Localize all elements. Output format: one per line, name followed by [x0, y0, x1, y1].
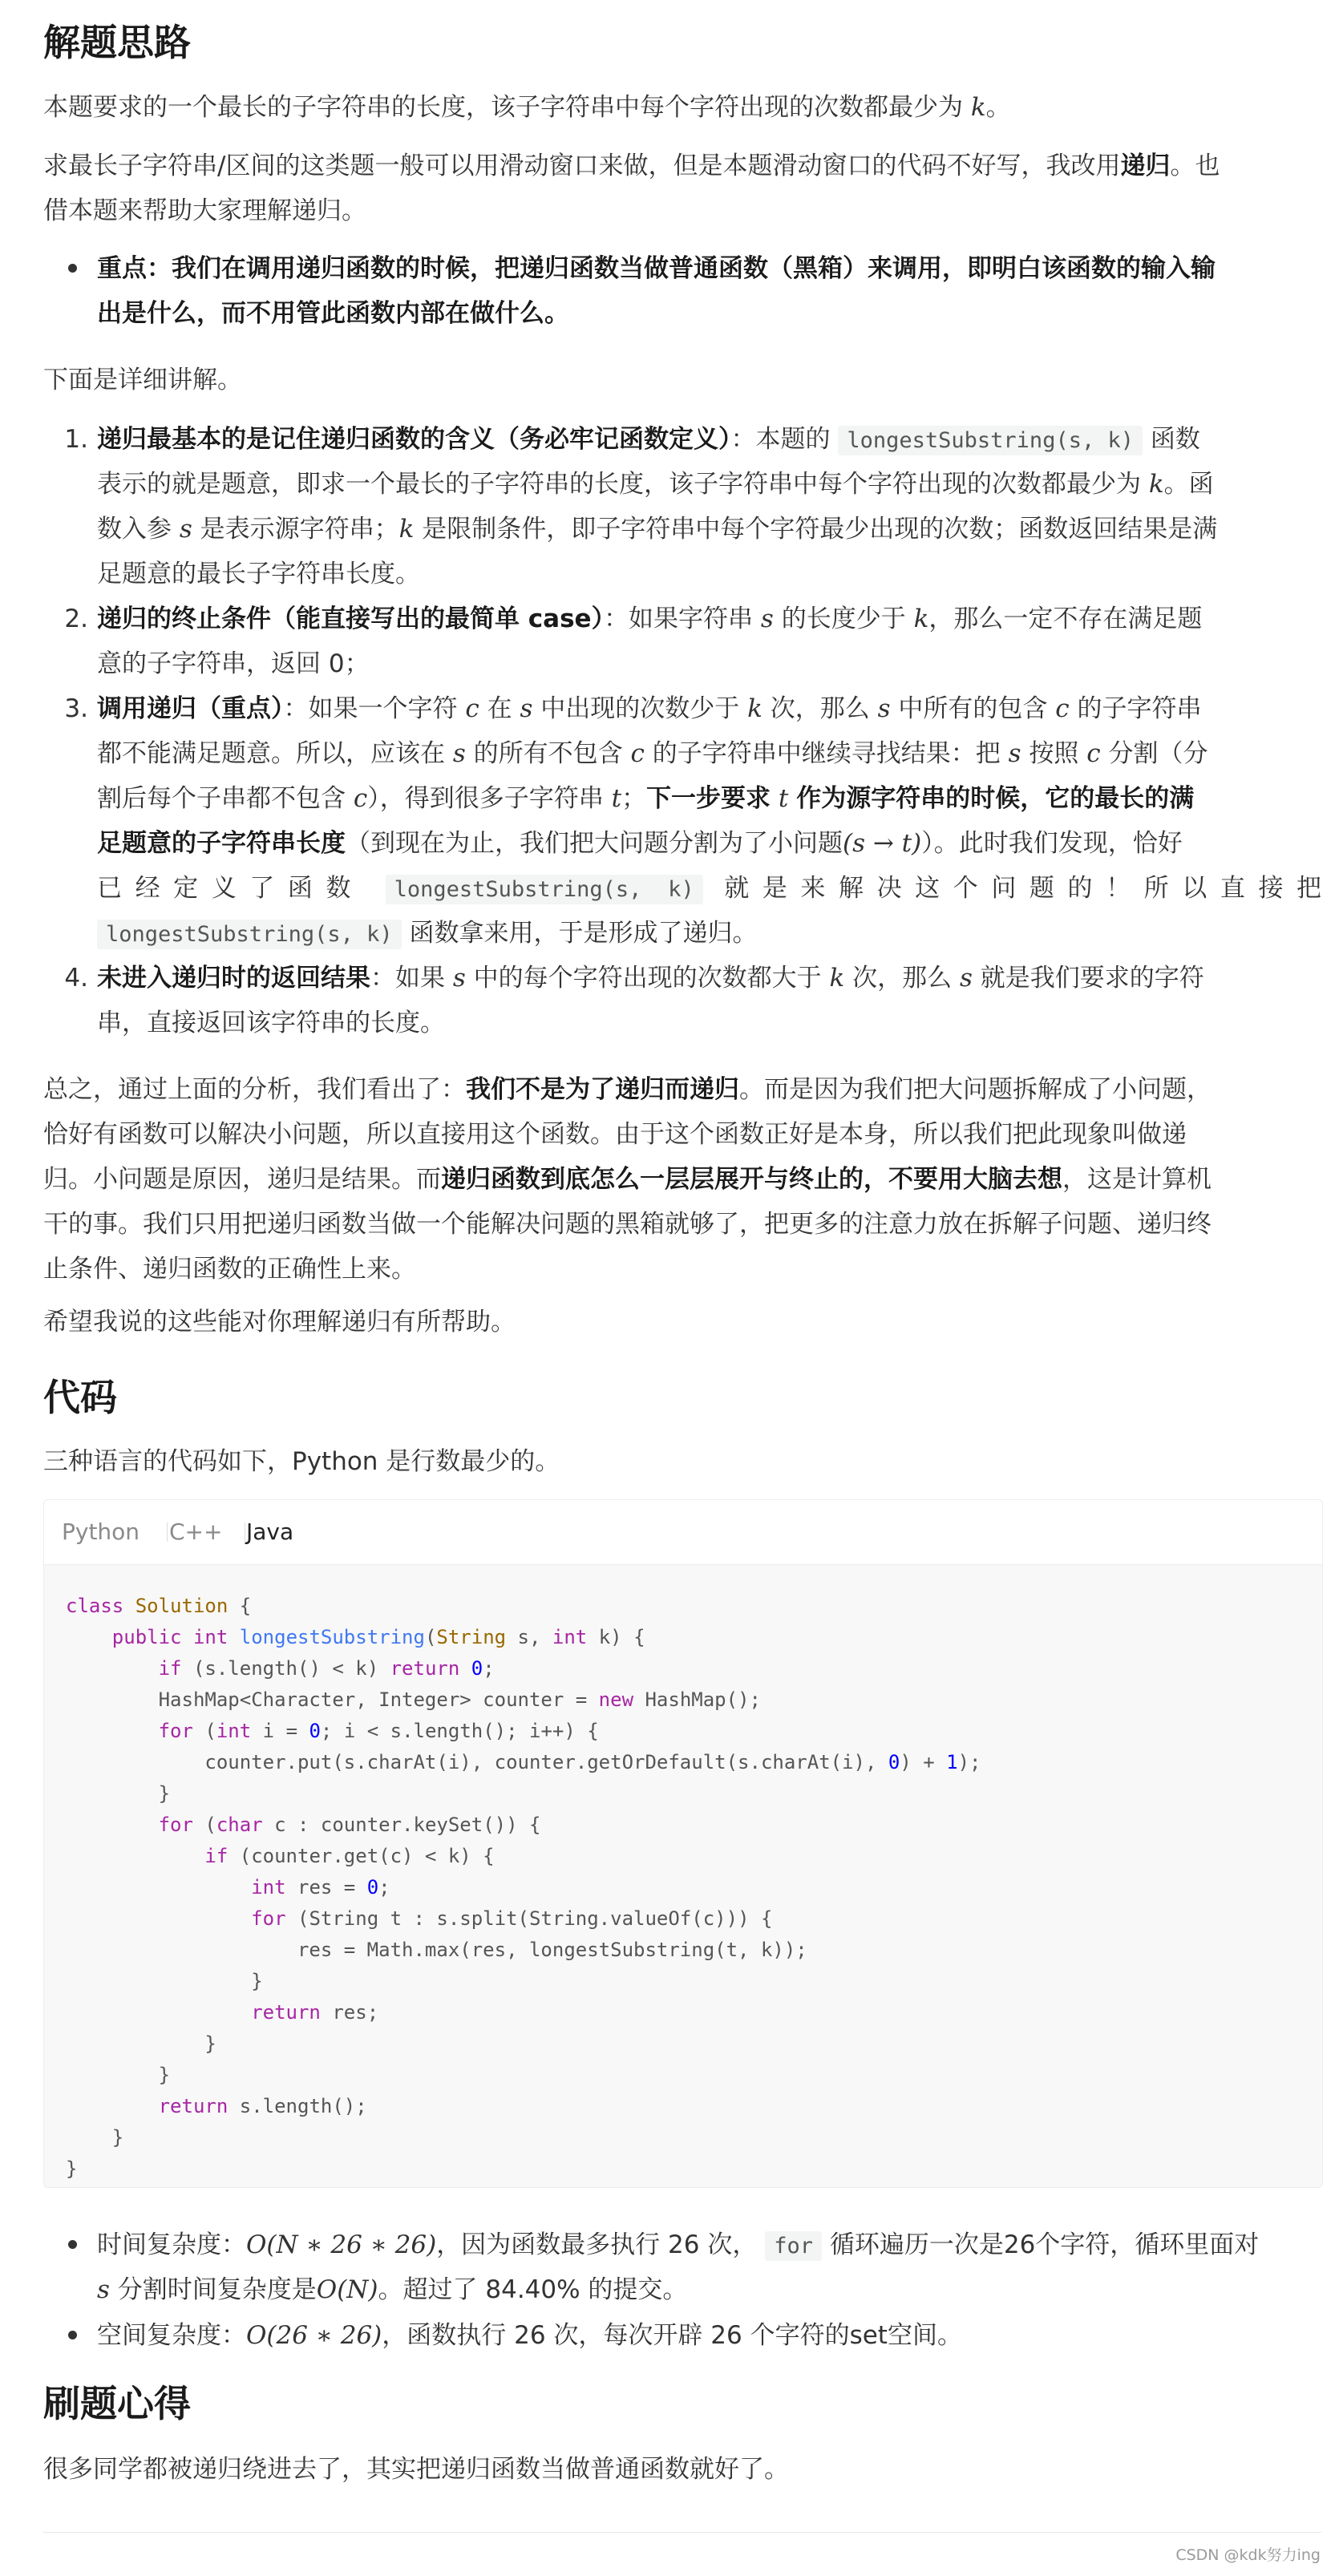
step-text: 的所有不包含: [473, 739, 623, 768]
math-o-n: O(N): [316, 2275, 378, 2304]
math-s: s: [960, 964, 973, 993]
code-block: [43, 1499, 1323, 2188]
footer-divider: [43, 2532, 1321, 2533]
math-s: s: [520, 694, 533, 723]
inline-code-function: longestSubstring(s, k): [97, 920, 402, 949]
bold-recursion: 递归: [1120, 152, 1171, 180]
watermark: CSDN @kdk努力ing: [1175, 2546, 1321, 2564]
inline-code-function: longestSubstring(s, k): [386, 875, 703, 904]
step-text: 中出现的次数少于: [540, 694, 740, 723]
space-complexity: [97, 2323, 962, 2348]
step-text: ；: [621, 784, 647, 813]
summary-text: ，这是计算机: [1062, 1165, 1212, 1194]
inline-code-for: for: [765, 2231, 822, 2261]
tab-python[interactable]: Python: [62, 1519, 140, 1545]
math-c: c: [353, 784, 368, 813]
step-text: 的子字符串: [1077, 694, 1202, 723]
step-text: 。函: [1163, 470, 1214, 499]
key-point-text: 重点：我们在调用递归函数的时候，把递归函数当做普通函数（黑箱）来调用，即明白该函数的输入输: [97, 254, 1216, 283]
step-text: 都不能满足题意。所以，应该在: [97, 739, 445, 768]
step-3-line-1: [97, 694, 1202, 723]
intro-text: 。也: [1170, 152, 1220, 180]
math-s: s: [452, 739, 466, 768]
math-k: k: [398, 515, 415, 544]
summary-bold: 我们不是为了递归而递归: [466, 1075, 739, 1104]
step-text: 中所有的包含: [898, 694, 1048, 723]
step-text: 在: [487, 694, 512, 723]
math-o-space: O(26 ∗ 26): [246, 2321, 382, 2350]
step-3-line-5: [97, 876, 1321, 901]
key-point-line-1: [97, 254, 1216, 283]
step-text: 就是我们要求的字符: [980, 964, 1204, 993]
step-text: 函数拿来用，于是形成了递归。: [409, 919, 758, 948]
step-1-line-1: [97, 427, 1200, 452]
step-text: ：如果: [370, 964, 445, 993]
summary-line-5: 止条件、递归函数的正确性上来。: [43, 1255, 416, 1284]
step-3-line-2: [97, 739, 1208, 768]
step-text: ），得到很多子字符串: [367, 784, 604, 813]
complexity-text: ，因为函数最多执行 26 次，: [436, 2230, 758, 2259]
list-number: 3.: [64, 694, 88, 723]
summary-line-1: [43, 1075, 1212, 1104]
step-title: 调用递归（重点）: [97, 694, 284, 723]
math-k: k: [913, 605, 929, 633]
summary-line-4: 干的事。我们只用把递归函数当做一个能解决问题的黑箱就够了，把更多的注意力放在拆解子问题、递归终: [43, 1210, 1212, 1239]
complexity-text: 分割时间复杂度是: [117, 2275, 317, 2304]
math-c: c: [465, 694, 479, 723]
step-text: （到现在为止，我们把大问题分割为了小问题: [346, 829, 843, 858]
time-complexity-line-1: [97, 2230, 1260, 2259]
math-s: s: [1008, 739, 1021, 768]
code-intro: 三种语言的代码如下，Python 是行数最少的。: [43, 1447, 560, 1476]
step-text: 中的每个字符出现的次数都大于: [473, 964, 822, 993]
step-1-line-4: 足题意的最长子字符串长度。: [97, 560, 420, 588]
language-tabs: [44, 1500, 1322, 1565]
step-text: 函数: [1150, 425, 1200, 454]
math-s: s: [452, 964, 466, 993]
step-text: 分割（分: [1108, 739, 1208, 768]
step-text: 数入参: [97, 515, 172, 544]
math-o-time: O(N ∗ 26 ∗ 26): [246, 2230, 437, 2259]
step-text: 次，那么: [852, 964, 953, 993]
intro-paragraph-1: 本题要求的一个最长的子字符串的长度，该子字符串中每个字符出现的次数都最少为 k。: [43, 93, 1011, 122]
step-1-line-2: [97, 472, 1214, 497]
tab-cpp[interactable]: C++: [169, 1519, 223, 1545]
math-k: k: [970, 93, 986, 122]
step-text: 的长度少于: [781, 605, 906, 633]
step-text: ：如果字符串: [604, 605, 754, 633]
intro-text: 求最长子字符串/区间的这类题一般可以用滑动窗口来做，但是本题滑动窗口的代码不好写，我改用: [43, 152, 1121, 180]
summary-line-2: 恰好有函数可以解决小问题，所以直接用这个函数。由于这个函数正好是本身，所以我们把此现象叫做递: [43, 1120, 1187, 1149]
summary-line-3: [43, 1167, 1212, 1192]
step-2-line-1: [97, 607, 1202, 632]
key-point-text: 出是什么，而不用管此函数内部在做什么。: [97, 299, 569, 328]
complexity-text: 循环遍历一次是26个字符，循环里面对: [829, 2230, 1260, 2259]
step-text: 按照: [1029, 739, 1079, 768]
heading-approach: 解题思路: [43, 21, 191, 64]
math-c: c: [630, 739, 645, 768]
list-number: 4.: [64, 964, 88, 993]
bullet-dot: [68, 2331, 77, 2339]
time-complexity-line-2: [97, 2275, 688, 2304]
step-3-line-6: [97, 921, 757, 946]
step-bold-text: 作为源字符串的时候，它的最长的满: [796, 784, 1195, 813]
step-3-line-4: [97, 831, 1183, 856]
math-s-to-t: (s → t): [843, 829, 922, 858]
step-text: 割后每个子串都不包含: [97, 784, 346, 813]
step-text: 就是来解决这个问题的！所以直接把: [724, 874, 1322, 903]
inline-code-function: longestSubstring(s, k): [838, 426, 1143, 455]
bullet-dot: [68, 264, 77, 273]
step-text: ：如果一个字符: [283, 694, 458, 723]
step-text: ：本题的: [730, 425, 831, 454]
tab-java[interactable]: Java: [246, 1519, 294, 1545]
complexity-text: 。超过了 84.40% 的提交。: [378, 2275, 688, 2304]
step-text: 的子字符串中继续寻找结果：把: [652, 739, 1001, 768]
summary-text: 。而是因为我们把大问题拆解成了小问题，: [739, 1075, 1212, 1104]
hope-paragraph: 希望我说的这些能对你理解递归有所帮助。: [43, 1308, 516, 1337]
step-text: 次，那么: [770, 694, 870, 723]
step-3-line-3: [97, 784, 1195, 813]
intro-text: 本题要求的一个最长的子字符串的长度，该子字符串中每个字符出现的次数都最少为: [43, 93, 963, 122]
math-s: s: [760, 605, 774, 633]
math-t: t: [611, 784, 622, 813]
list-number: 2.: [64, 605, 88, 633]
math-c: c: [1086, 739, 1101, 768]
bullet-dot: [68, 2240, 77, 2249]
heading-code: 代码: [43, 1376, 117, 1419]
step-bold-text: 下一步要求: [646, 784, 771, 813]
complexity-text: ，函数执行 26 次，每次开辟 26 个字符的set空间。: [382, 2321, 962, 2350]
step-title: 递归的终止条件（能直接写出的最简单 case）: [97, 605, 605, 633]
math-s: s: [179, 515, 192, 544]
step-4-line-1: [97, 966, 1204, 991]
step-title: 未进入递归时的返回结果: [97, 964, 370, 993]
summary-text: 总之，通过上面的分析，我们看出了：: [43, 1075, 466, 1104]
heading-experience: 刷题心得: [43, 2382, 191, 2425]
step-text: 已经定义了函数: [97, 874, 365, 903]
complexity-text: 时间复杂度：: [97, 2230, 246, 2259]
step-text: 表示的就是题意，即求一个最长的子字符串的长度，该子字符串中每个字符出现的次数都最少为: [97, 470, 1141, 499]
math-t: t: [778, 784, 789, 813]
list-number: 1.: [64, 425, 88, 454]
step-text: 是表示源字符串；: [200, 515, 399, 544]
tab-separator: [167, 1523, 168, 1542]
step-title: 递归最基本的是记住递归函数的含义（务必牢记函数定义）: [97, 425, 731, 454]
math-s: s: [877, 694, 891, 723]
key-point-line-2: [97, 301, 569, 326]
math-s: s: [97, 2275, 110, 2304]
math-k: k: [829, 964, 845, 993]
math-c: c: [1055, 694, 1070, 723]
step-1-line-3: [97, 517, 1217, 542]
experience-paragraph: 很多同学都被递归绕进去了，其实把递归函数当做普通函数就好了。: [43, 2455, 789, 2484]
math-k: k: [1148, 470, 1164, 499]
summary-text: 归。小问题是原因，递归是结果。而: [43, 1165, 441, 1194]
step-text: ，那么一定不存在满足题: [928, 605, 1203, 633]
step-4-line-2: 串，直接返回该字符串的长度。: [97, 1009, 445, 1037]
math-k: k: [747, 694, 763, 723]
complexity-text: 空间复杂度：: [97, 2321, 246, 2350]
step-text: ）。此时我们发现，恰好: [921, 829, 1183, 858]
intro-paragraph-2-line-1: [43, 154, 1220, 179]
detail-intro: 下面是详细讲解。: [43, 366, 242, 394]
intro-paragraph-2-line-2: 借本题来帮助大家理解递归。: [43, 196, 366, 225]
java-code: class Solution { public int longestSubstring(String s, int k) { if (s.length() < k) return 0; HashMap<Character, Integer> counter = new HashMap(); for (int i = 0; i < s.length(); i++) { counter.put(s.charAt(i), counter.getOrDefault(s.charAt(i), 0) + 1); } for (char c : counter.keySet()) { if (counter.get(c) < k) { int res = 0; for (String t : s.split(String.valueOf(c))) { res = Math.max(res, longestSubstring(t, k)); } return res; } } return s.length(); } }: [66, 1595, 981, 2180]
step-text: 是限制条件，即子字符串中每个字符最少出现的次数；函数返回结果是满: [422, 515, 1218, 544]
step-2-line-2: 意的子字符串，返回 0；: [97, 649, 370, 678]
step-bold-text: 足题意的子字符串长度: [97, 829, 346, 858]
summary-bold: 递归函数到底怎么一层层展开与终止的，不要用大脑去想: [441, 1165, 1062, 1194]
